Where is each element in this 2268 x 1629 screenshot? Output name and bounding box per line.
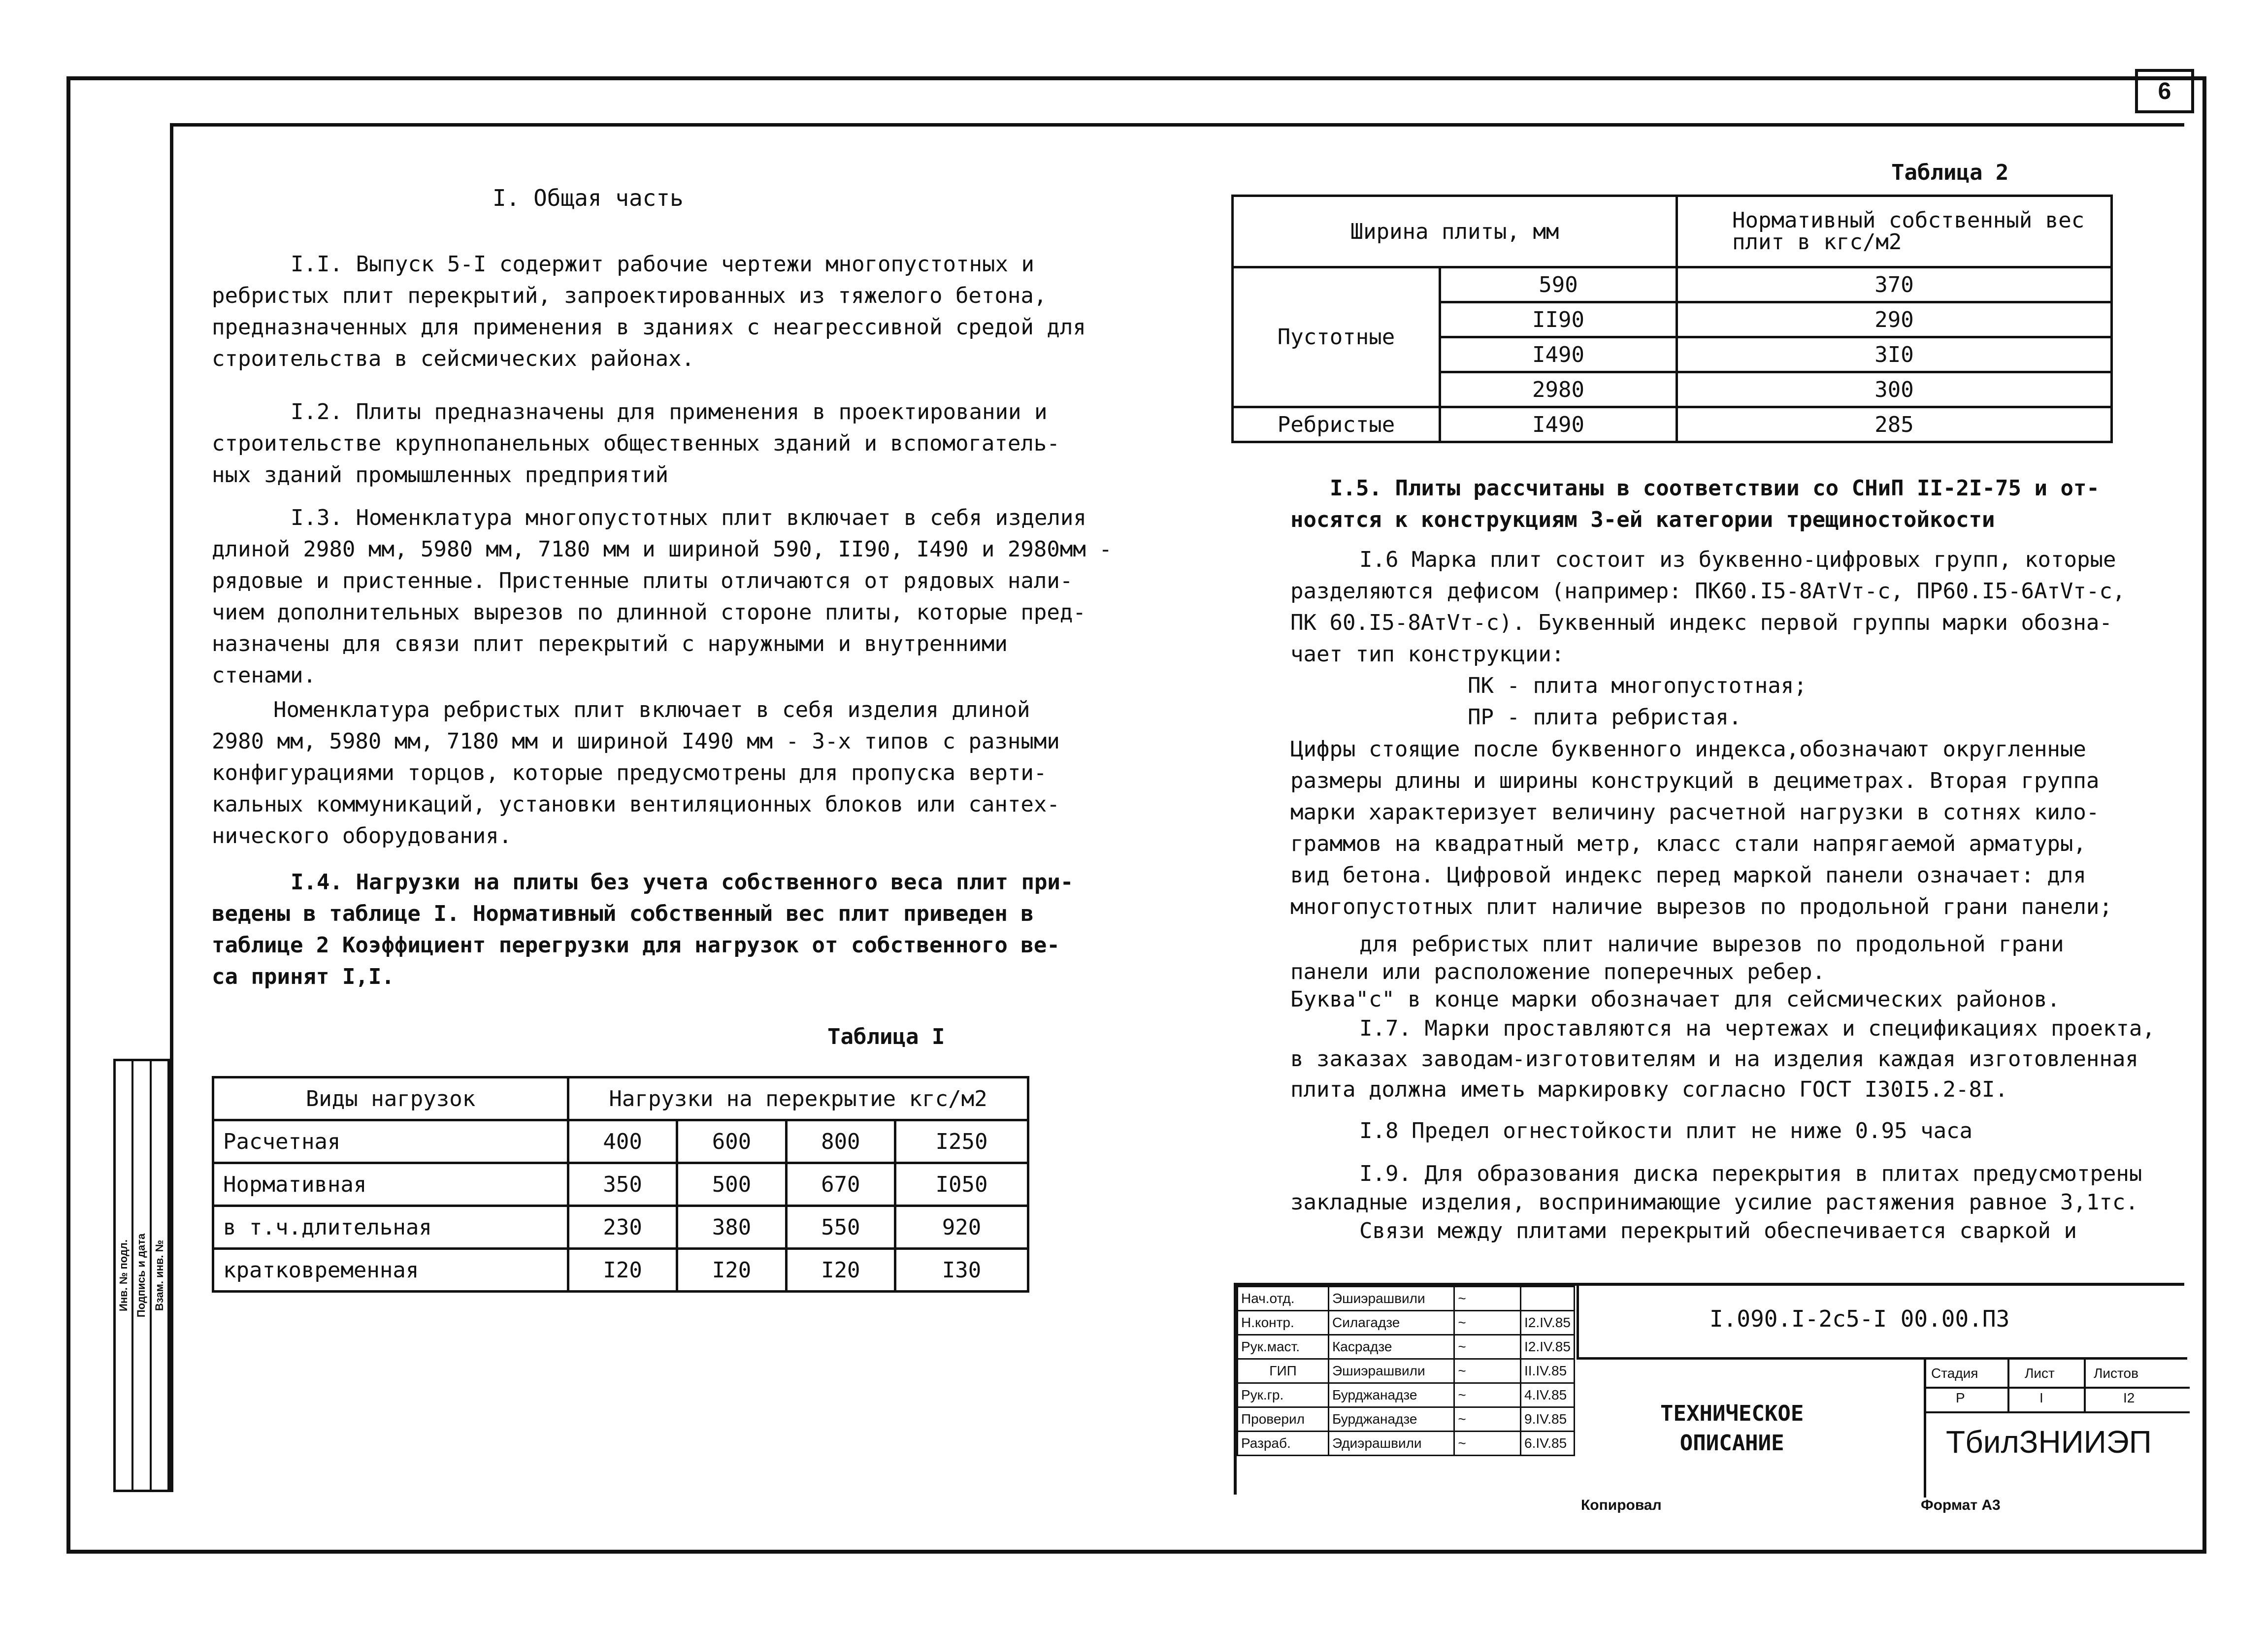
table-cell: 230	[568, 1206, 677, 1249]
document-description	[1660, 1399, 1804, 1458]
side-strip	[113, 1059, 170, 1492]
table-header-cell: Ширина плиты, мм	[1233, 196, 1677, 267]
paragraph-1-6	[1290, 544, 2125, 733]
table-cell: в т.ч.длительная	[213, 1206, 568, 1249]
table-cell: 670	[786, 1163, 895, 1206]
text-line: марки характеризует величину расчетной нагрузки в сотнях кило-	[1290, 800, 2100, 825]
date-cell: 6.IV.85	[1521, 1432, 1575, 1456]
table-cell: I20	[786, 1249, 895, 1292]
table-1	[212, 1076, 1029, 1293]
signature-cell: ~	[1454, 1287, 1521, 1311]
header-line: Нормативный собственный вес	[1732, 208, 2085, 233]
text-line: назначены для связи плит перекрытий с наружными и внутренними	[212, 631, 1008, 656]
document-code: I.090.I-2с5-I 00.00.ПЗ	[1709, 1305, 2010, 1332]
table-cell: I490	[1440, 407, 1677, 442]
table-cell: 600	[677, 1120, 786, 1163]
text-line: I.8 Предел огнестойкости плит не ниже 0.95 часа	[1359, 1118, 1973, 1143]
table-cell: 2980	[1440, 372, 1677, 407]
date-cell: II.IV.85	[1521, 1359, 1575, 1383]
table-cell: 350	[568, 1163, 677, 1206]
text-line: длиной 2980 мм, 5980 мм, 7180 мм и шириной 590, II90, I490 и 2980мм -	[212, 537, 1112, 562]
text-line: ПР - плита ребристая.	[1468, 705, 1742, 730]
table-row	[1238, 1432, 1575, 1456]
table-row	[1238, 1383, 1575, 1407]
paragraph-1-9	[1290, 1160, 2142, 1245]
table-header-cell: Виды нагрузок	[213, 1077, 568, 1120]
table-cell: 380	[677, 1206, 786, 1249]
paragraph-1-1	[212, 249, 1086, 375]
text-line: ведены в таблице I. Нормативный собственный вес плит приведен в	[212, 901, 1034, 926]
table-row	[1233, 196, 2112, 267]
table-cell: 800	[786, 1120, 895, 1163]
table-row	[213, 1206, 1028, 1249]
title-block	[1234, 1283, 2184, 1495]
table-header-cell: Нагрузки на перекрытие кгс/м2	[568, 1077, 1028, 1120]
role-cell: Рук.гр.	[1238, 1383, 1329, 1407]
role-cell: Нач.отд.	[1238, 1287, 1329, 1311]
text-line: I.I. Выпуск 5-I содержит рабочие чертежи многопустотных и	[291, 252, 1034, 277]
table-cell: I20	[677, 1249, 786, 1292]
side-strip-col	[133, 1061, 151, 1490]
text-line: I.6 Марка плит состоит из буквенно-цифровых групп, которые	[1359, 547, 2116, 572]
text-line: панели или расположение поперечных ребер.	[1290, 959, 1826, 984]
role-cell: ГИП	[1238, 1359, 1329, 1383]
paragraph-1-5	[1290, 473, 2100, 536]
side-strip-label: Взам. инв. №	[153, 1239, 165, 1311]
text-line: I.9. Для образования диска перекрытия в плитах предусмотрены	[1359, 1161, 2142, 1186]
description-line: ТЕХНИЧЕСКОЕ	[1660, 1401, 1804, 1426]
header-line: плит в кгс/м2	[1732, 229, 1902, 255]
table-cell: 400	[568, 1120, 677, 1163]
name-cell: Бурджанадзе	[1329, 1407, 1454, 1432]
text-line: строительстве крупнопанельных общественных зданий и вспомогатель-	[212, 431, 1060, 456]
date-cell: 9.IV.85	[1521, 1407, 1575, 1432]
table-row	[1238, 1407, 1575, 1432]
text-line: ных зданий промышленных предприятий	[212, 462, 669, 488]
date-cell: I2.IV.85	[1521, 1311, 1575, 1335]
table-header-cell	[1677, 196, 2112, 267]
table-cell: кратковременная	[213, 1249, 568, 1292]
signature-cell: ~	[1454, 1432, 1521, 1456]
table-cell: 920	[895, 1206, 1028, 1249]
text-line: чает тип конструкции:	[1290, 642, 1565, 667]
text-line: носятся к конструкциям 3-ей категории трещиностойкости	[1290, 507, 1995, 532]
section-title: I. Общая часть	[493, 185, 684, 211]
format-label: Формат А3	[1921, 1497, 2001, 1513]
name-cell: Силагадзе	[1329, 1311, 1454, 1335]
table-cell: 300	[1677, 372, 2112, 407]
text-line: многопустотных плит наличие вырезов по продольной грани панели;	[1290, 894, 2112, 919]
text-line: 2980 мм, 5980 мм, 7180 мм и шириной I490 мм - 3-х типов с разными	[212, 729, 1060, 754]
text-line: I.7. Марки проставляются на чертежах и спецификациях проекта,	[1359, 1016, 2155, 1041]
stage-divider	[1924, 1387, 2190, 1389]
signature-cell: ~	[1454, 1407, 1521, 1432]
text-line: вид бетона. Цифровой индекс перед маркой панели означает: для	[1290, 863, 2086, 888]
role-cell: Н.контр.	[1238, 1311, 1329, 1335]
table-cell: Ребристые	[1233, 407, 1440, 442]
table-cell: I20	[568, 1249, 677, 1292]
copied-by-label: Копировал	[1581, 1497, 1662, 1513]
text-line: рядовые и пристенные. Пристенные плиты отличаются от рядовых нали-	[212, 568, 1073, 593]
text-line: для ребристых плит наличие вырезов по продольной грани	[1359, 932, 2064, 957]
sheet-label: Лист	[2025, 1366, 2055, 1381]
date-cell: I2.IV.85	[1521, 1335, 1575, 1359]
role-cell: Рук.маст.	[1238, 1335, 1329, 1359]
stage-divider	[1924, 1411, 2190, 1413]
table-1-caption: Таблица I	[827, 1024, 945, 1049]
table-2-caption: Таблица 2	[1891, 160, 2009, 185]
table-row	[1238, 1311, 1575, 1335]
signature-cell: ~	[1454, 1335, 1521, 1359]
text-line: предназначенных для применения в зданиях с неагрессивной средой для	[212, 315, 1086, 340]
table-row	[1238, 1359, 1575, 1383]
table-row	[213, 1163, 1028, 1206]
text-line: чием дополнительных вырезов по длинной стороне плиты, которые пред-	[212, 600, 1086, 625]
table-cell: I050	[895, 1163, 1028, 1206]
text-line: са принят I,I.	[212, 964, 394, 989]
stage-value: Р	[1956, 1390, 1965, 1405]
text-line: ребристых плит перекрытий, запроектированных из тяжелого бетона,	[212, 283, 1047, 308]
sheets-label: Листов	[2094, 1366, 2138, 1381]
table-cell: I490	[1440, 337, 1677, 372]
text-line: граммов на квадратный метр, класс стали напрягаемой арматуры,	[1290, 831, 2086, 856]
text-line: нического оборудования.	[212, 823, 512, 848]
name-cell: Эшиэрашвили	[1329, 1359, 1454, 1383]
name-cell: Бурджанадзе	[1329, 1383, 1454, 1407]
table-row	[1238, 1287, 1575, 1311]
sheets-value: I2	[2123, 1390, 2135, 1405]
table-cell: 3I0	[1677, 337, 2112, 372]
table-row	[213, 1120, 1028, 1163]
signature-cell: ~	[1454, 1359, 1521, 1383]
side-strip-col	[152, 1061, 167, 1490]
table-cell: II90	[1440, 302, 1677, 337]
side-strip-label: Инв. № подл.	[117, 1239, 130, 1311]
page-number: 6	[2135, 69, 2194, 113]
date-cell: 4.IV.85	[1521, 1383, 1575, 1407]
paragraph-1-3	[212, 502, 1112, 691]
table-2	[1231, 195, 2113, 443]
table-cell: I30	[895, 1249, 1028, 1292]
text-line: Номенклатура ребристых плит включает в себя изделия длиной	[273, 697, 1030, 722]
text-line: Связи между плитами перекрытий обеспечивается сваркой и	[1359, 1218, 2077, 1243]
table-cell: 370	[1677, 267, 2112, 302]
table-cell: 500	[677, 1163, 786, 1206]
paragraph-1-8	[1359, 1115, 1972, 1147]
name-cell: Касрадзе	[1329, 1335, 1454, 1359]
side-strip-col	[116, 1061, 133, 1490]
signature-cell: ~	[1454, 1383, 1521, 1407]
role-cell: Проверил	[1238, 1407, 1329, 1432]
side-strip-label: Подпись и дата	[135, 1233, 148, 1318]
text-line: I.3. Номенклатура многопустотных плит включает в себя изделия	[291, 505, 1086, 530]
table-row	[1233, 407, 2112, 442]
table-row	[1238, 1335, 1575, 1359]
text-line: ПК 60.I5-8АтVт-с). Буквенный индекс первой группы марки обозна-	[1290, 610, 2112, 635]
sheet-value: I	[2039, 1390, 2043, 1405]
text-line: стенами.	[212, 663, 316, 688]
paragraph-1-3b	[212, 694, 1060, 852]
role-cell: Разраб.	[1238, 1432, 1329, 1456]
table-cell: 590	[1440, 267, 1677, 302]
stage-label: Стадия	[1931, 1366, 1978, 1381]
name-cell: Эдиэрашвили	[1329, 1432, 1454, 1456]
table-row	[213, 1249, 1028, 1292]
stage-divider	[2007, 1360, 2009, 1411]
paragraph-1-6b	[1290, 734, 2112, 923]
table-cell: I250	[895, 1120, 1028, 1163]
text-line: ПК - плита многопустотная;	[1468, 673, 1807, 698]
date-cell	[1521, 1287, 1575, 1311]
text-line: таблице 2 Коэффициент перегрузки для нагрузок от собственного ве-	[212, 933, 1060, 958]
table-cell: 285	[1677, 407, 2112, 442]
text-line: строительства в сейсмических районах.	[212, 346, 695, 371]
stage-divider	[2084, 1360, 2086, 1411]
paragraph-1-7	[1290, 1013, 2155, 1105]
title-block-signatures	[1237, 1286, 1575, 1456]
text-line: плита должна иметь маркировку согласно ГОСТ I30I5.2-8I.	[1290, 1077, 2008, 1102]
table-row	[213, 1077, 1028, 1120]
name-cell: Эшиэрашвили	[1329, 1287, 1454, 1311]
text-line: конфигурациями торцов, которые предусмотрены для пропуска верти-	[212, 760, 1047, 785]
text-line: размеры длины и ширины конструкций в дециметрах. Вторая группа	[1290, 768, 2100, 793]
text-line: Цифры стоящие после буквенного индекса,обозначают округленные	[1290, 737, 2086, 762]
text-line: в заказах заводам-изготовителям и на изделия каждая изготовленная	[1290, 1046, 2138, 1072]
text-line: I.2. Плиты предназначены для применения в проектировании и	[291, 399, 1048, 424]
text-line: I.5. Плиты рассчитаны в соответствии со СНиП II-2I-75 и от-	[1330, 476, 2100, 501]
text-line: I.4. Нагрузки на плиты без учета собственного веса плит при-	[291, 870, 1074, 895]
table-row	[1233, 267, 2112, 302]
description-line: ОПИСАНИЕ	[1679, 1431, 1784, 1456]
paragraph-1-2	[212, 396, 1060, 491]
text-line: разделяются дефисом (например: ПК60.I5-8АтVт-с, ПР60.I5-6АтVт-с,	[1290, 579, 2126, 604]
table-cell: Нормативная	[213, 1163, 568, 1206]
table-cell: 290	[1677, 302, 2112, 337]
paragraph-1-6c	[1290, 931, 2064, 1013]
table-cell: Пустотные	[1233, 267, 1440, 407]
paragraph-1-4	[212, 867, 1073, 993]
text-line: кальных коммуникаций, установки вентиляционных блоков или сантех-	[212, 792, 1060, 817]
table-cell: Расчетная	[213, 1120, 568, 1163]
text-line: закладные изделия, воспринимающие усилие растяжения равное 3,1тс.	[1290, 1190, 2138, 1215]
text-line: Буква"с" в конце марки обозначает для сейсмических районов.	[1290, 987, 2060, 1012]
table-cell: 550	[786, 1206, 895, 1249]
signature-cell: ~	[1454, 1311, 1521, 1335]
organization-name: ТбилЗНИИЭП	[1946, 1424, 2152, 1460]
